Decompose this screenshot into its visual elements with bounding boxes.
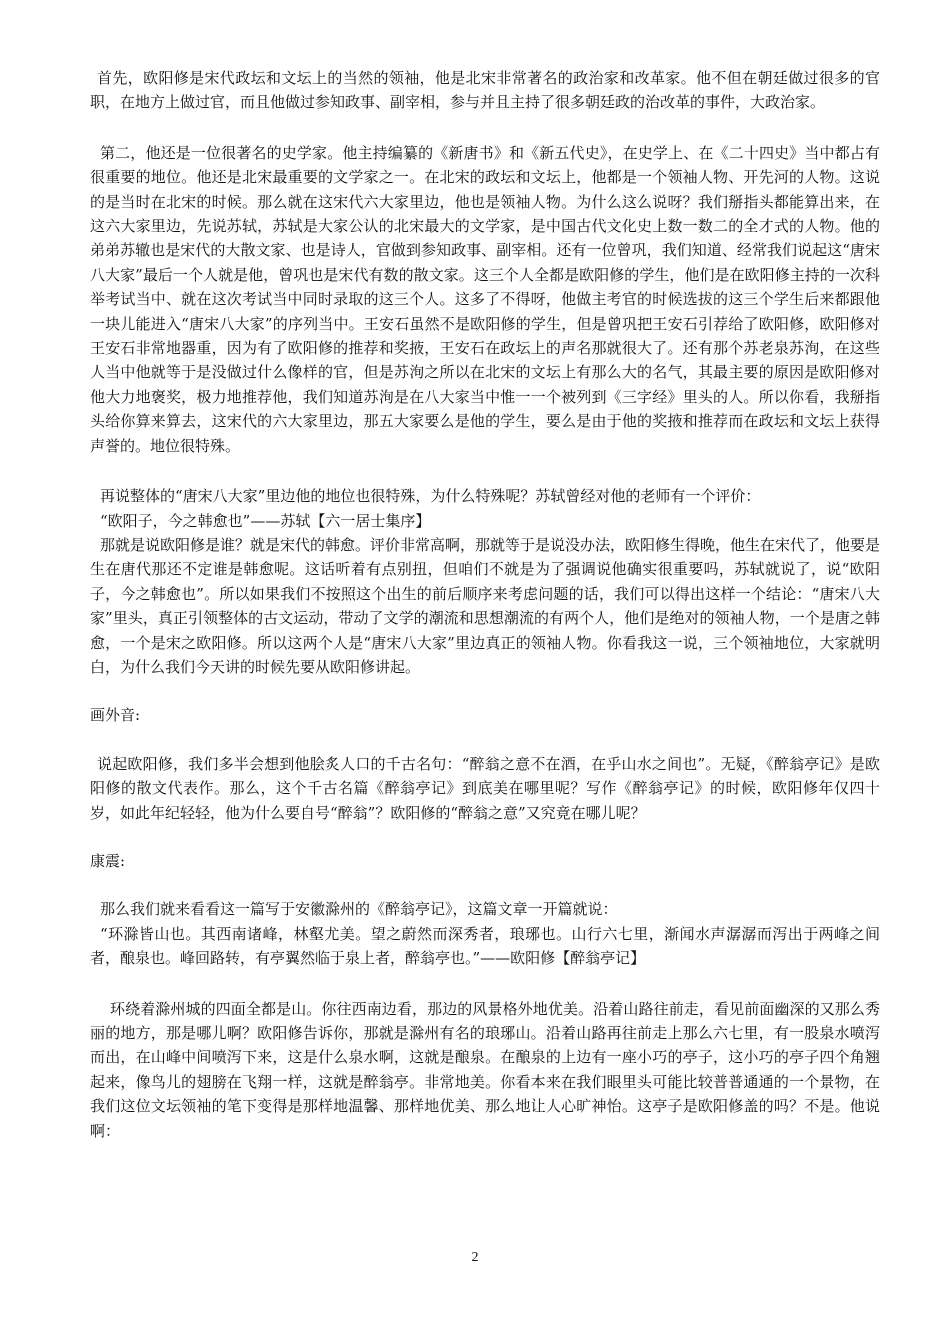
quote-zuiweng-ting-ji: “环滁皆山也。其西南诸峰，林壑尤美。望之蔚然而深秀者，琅琊也。山行六七里，渐闻水声潺潺而泻出于两峰之间者，酿泉也。峰回路转，有亭翼然临于泉上者，醉翁亭也。”——欧阳修【醉翁亭记】 (90, 924, 880, 968)
label-voiceover: 画外音: (90, 706, 141, 725)
paragraph-eight-masters: 再说整体的“唐宋八大家”里边他的地位也很特殊，为什么特殊呢？苏轼曾经对他的老师有一个评价： (100, 487, 761, 506)
label-kang-zhen: 康震: (90, 851, 126, 870)
paragraph-han-yu-comparison: 那就是说欧阳修是谁？就是宋代的韩愈。评价非常高啊，那就等于是说没办法，欧阳修生得晚，他生在宋代了，他要是生在唐代那还不定谁是韩愈呢。这话听着有点别扭，但咱们不就是为了强调说他确实很重要吗，苏轼就说了，说“欧阳子，今之韩愈也”。所以如果我们不按照这个出生的前后顺序来考虑问题的话，我们可以得出这样一个结论：“唐宋八大家”里头，真正引领整体的古文运动，带动了文学的潮流和思想潮流的有两个人，他们是绝对的领袖人物，一个是唐之韩愈，一个是宋之欧阳修。所以这两个人是“唐宋八大家”里边真正的领袖人物。你看我这一说，三个领袖地位，大家就明白，为什么我们今天讲的时候先要从欧阳修讲起。 (90, 535, 881, 676)
quote-su-shi: “欧阳子，今之韩愈也”——苏轼【六一居士集序】 (100, 511, 431, 530)
paragraph-scenery-explanation: 环绕着滁州城的四面全都是山。你往西南边看，那边的风景格外地优美。沿着山路往前走，看见前面幽深的又那么秀丽的地方，那是哪儿啊？欧阳修告诉你，那就是滁州有名的琅琊山。沿着山路再往前走上那么六七里，有一股泉水喷泻而出，在山峰中间喷泻下来，这是什么泉水啊，这就是酿泉。在酿泉的上边有一座小巧的亭子，这小巧的亭子四个角翘起来，像鸟儿的翅膀在飞翔一样，这就是醉翁亭。非常地美。你看本来在我们眼里头可能比较普普通通的一个景物，在我们这位文坛领袖的笔下变得是那样地温馨、那样地优美、那么地让人心旷神怡。这亭子是欧阳修盖的吗？不是。他说啊： (90, 999, 880, 1140)
document-page (90, 66, 880, 1143)
page-number: 2 (471, 1250, 479, 1265)
paragraph-zuiweng-intro: 那么我们就来看看这一篇写于安徽滁州的《醉翁亭记》，这篇文章一开篇就说： (100, 900, 618, 919)
paragraph-voiceover: 说起欧阳修，我们多半会想到他脍炙人口的千古名句：“醉翁之意不在酒，在乎山水之间也”。无疑，《醉翁亭记》是欧阳修的散文代表作。那么，这个千古名篇《醉翁亭记》到底美在哪里呢？写作《醉翁亭记》的时候，欧阳修年仅四十岁，如此年纪轻轻，他为什么要自号“醉翁”？欧阳修的“醉翁之意”又究竟在哪儿呢？ (90, 754, 880, 822)
paragraph-historian: 第二，他还是一位很著名的史学家。他主持编纂的《新唐书》和《新五代史》，在史学上、在《二十四史》当中都占有很重要的地位。他还是北宋最重要的文学家之一。在北宋的政坛和文坛上，他都是一个领袖人物、开先河的人物。这说的是当时在北宋的时候。那么就在这宋代六大家里边，他也是领袖人物。为什么这么说呀？我们掰指头都能算出来，在这六大家里边，先说苏轼，苏轼是大家公认的北宋最大的文学家，是中国古代文化史上数一数二的全才式的人物。他的弟弟苏辙也是宋代的大散文家、也是诗人，官做到参知政事、副宰相。还有一位曾巩，我们知道、经常我们说起这“唐宋八大家”最后一个人就是他，曾巩也是宋代有数的散文家。这三个人全都是欧阳修的学生，他们是在欧阳修主持的一次科举考试当中、就在这次考试当中同时录取的这三个人。这多了不得呀，他做主考官的时候选拔的这三个学生后来都跟他一块儿能进入“唐宋八大家”的序列当中。王安石虽然不是欧阳修的学生，但是曾巩把王安石引荐给了欧阳修，欧阳修对王安石非常地器重，因为有了欧阳修的推荐和奖掖，王安石在政坛上的声名那就很大了。还有那个苏老泉苏洵，在这些人当中他就等于是没做过什么像样的官，但是苏洵之所以在北宋的文坛上有那么大的名气，其最主要的原因是欧阳修对他大力地褒奖，极力地推荐他，我们知道苏洵是在八大家当中惟一一个被列到《三字经》里头的人。所以你看，我掰指头给你算来算去，这宋代的六大家里边，那五大家要么是他的学生，要么是由于他的奖掖和推荐而在政坛和文坛上获得声誉的。地位很特殊。 (90, 143, 880, 455)
paragraph-leadership: 首先，欧阳修是宋代政坛和文坛上的当然的领袖，他是北宋非常著名的政治家和改革家。他不但在朝廷做过很多的官职，在地方上做过官，而且他做过参知政事、副宰相，参与并且主持了很多朝廷政的治改革的事件，大政治家。 (90, 69, 880, 112)
